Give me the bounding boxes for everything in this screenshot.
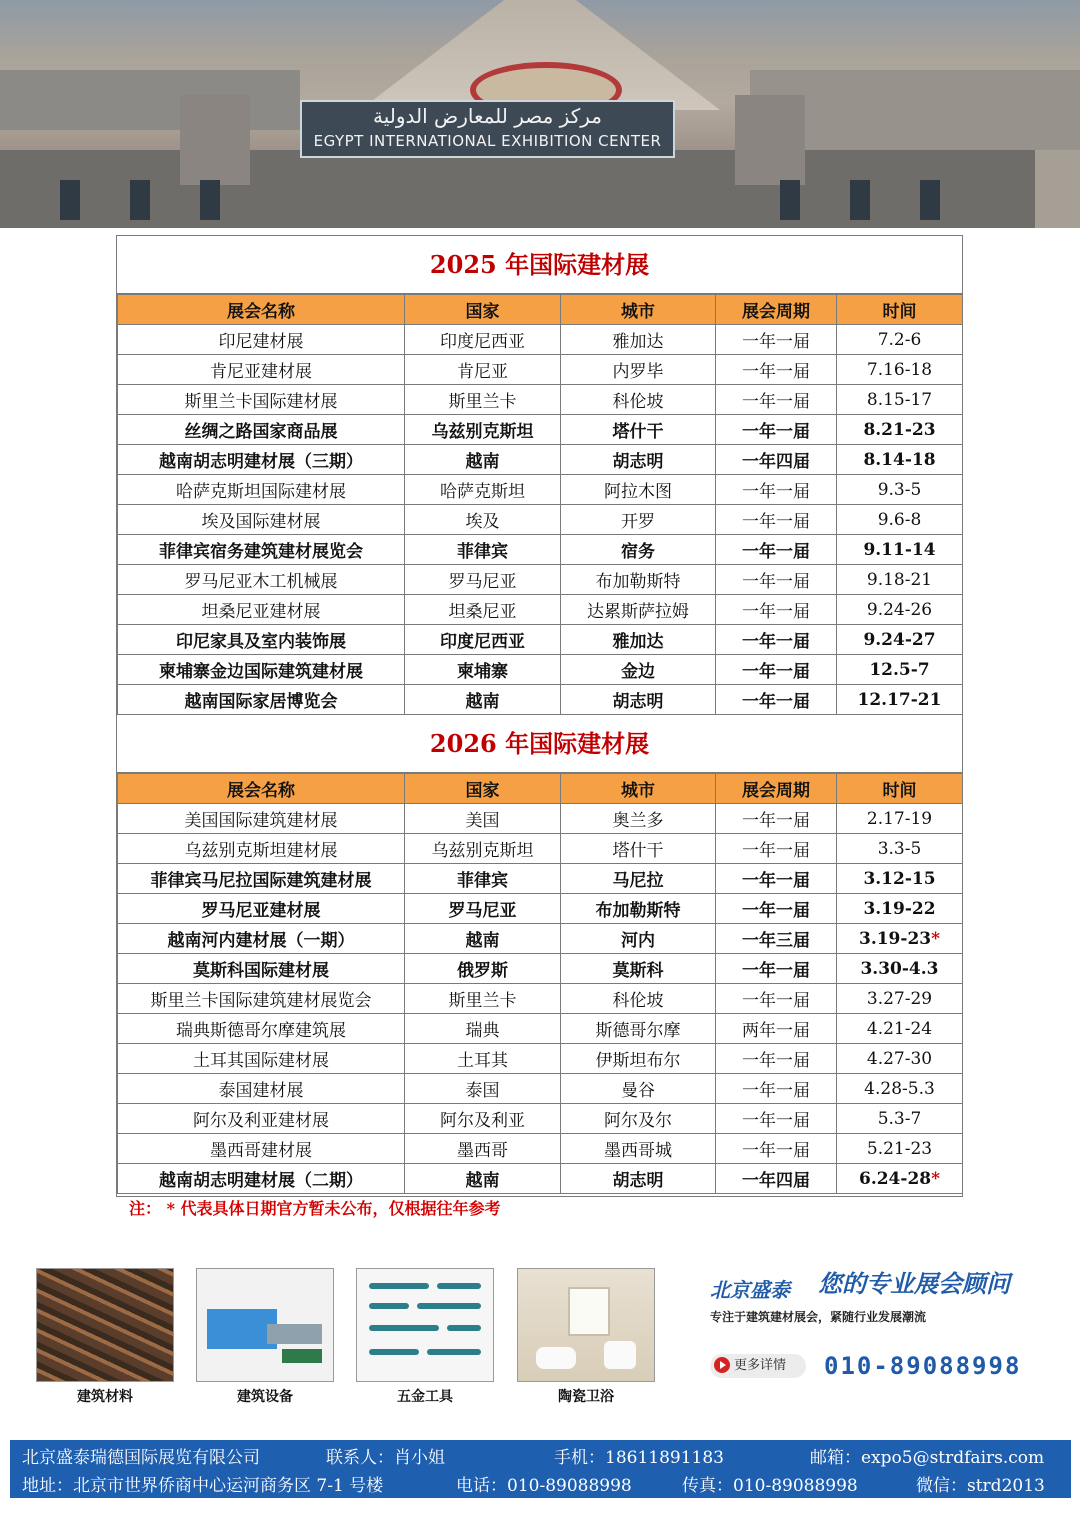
cell-cycle: 一年一届: [716, 1074, 837, 1104]
category-hardware-tools[interactable]: [356, 1268, 494, 1406]
cell-cycle: 一年一届: [716, 685, 837, 715]
cell-date: 9.24-27: [837, 625, 963, 655]
cell-country: 斯里兰卡: [405, 385, 561, 415]
footer-tel[interactable]: 电话：010-89088998: [456, 1476, 632, 1496]
contact-footer: [10, 1440, 1071, 1498]
table-header-row: [118, 774, 963, 804]
hero-sign: [300, 100, 675, 158]
cell-date: 4.28-5.3: [837, 1074, 963, 1104]
cell-country: 菲律宾: [405, 535, 561, 565]
hero-sign-arabic: مركز مصر للمعارض الدولية: [373, 104, 602, 128]
cell-cycle: 一年一届: [716, 355, 837, 385]
cell-name: 越南河内建材展（一期）: [118, 924, 405, 954]
cell-city: 墨西哥城: [561, 1134, 716, 1164]
schedule-table-2026: [117, 773, 963, 1194]
table-row: [118, 864, 963, 894]
table-row: [118, 655, 963, 685]
hero-window: [920, 180, 940, 220]
table-row: [118, 804, 963, 834]
hero-parking-left: [0, 70, 300, 130]
cell-country: 越南: [405, 685, 561, 715]
cell-country: 印度尼西亚: [405, 625, 561, 655]
cell-name: 阿尔及利亚建材展: [118, 1104, 405, 1134]
cell-country: 菲律宾: [405, 864, 561, 894]
cell-cycle: 一年一届: [716, 954, 837, 984]
cell-city: 马尼拉: [561, 864, 716, 894]
table-row: [118, 1044, 963, 1074]
cell-name: 莫斯科国际建材展: [118, 954, 405, 984]
table-row: [118, 505, 963, 535]
cell-date: 8.14-18: [837, 445, 963, 475]
cell-city: 阿尔及尔: [561, 1104, 716, 1134]
cell-name: 越南国际家居博览会: [118, 685, 405, 715]
cell-name: 墨西哥建材展: [118, 1134, 405, 1164]
hero-pillar: [180, 95, 250, 185]
cell-city: 河内: [561, 924, 716, 954]
cell-date: 3.12-15: [837, 864, 963, 894]
schedule-title-2026: 2026 年国际建材展: [117, 715, 962, 773]
cell-cycle: 一年一届: [716, 475, 837, 505]
cell-date: 4.21-24: [837, 1014, 963, 1044]
hero-pillar: [735, 95, 805, 185]
cell-city: 塔什干: [561, 415, 716, 445]
header-cycle: 展会周期: [716, 295, 837, 325]
cell-city: 胡志明: [561, 445, 716, 475]
cell-city: 胡志明: [561, 1164, 716, 1194]
table-row: [118, 924, 963, 954]
play-icon: [714, 1357, 730, 1373]
schedule-note: 注： * 代表具体日期官方暂未公布，仅根据往年参考: [129, 1199, 501, 1218]
cell-cycle: 一年一届: [716, 535, 837, 565]
cell-cycle: 一年一届: [716, 505, 837, 535]
cell-name: 越南胡志明建材展（三期）: [118, 445, 405, 475]
schedule-table-2025: [117, 294, 963, 715]
cell-name: 瑞典斯德哥尔摩建筑展: [118, 1014, 405, 1044]
hero-building: [0, 150, 1035, 228]
cell-city: 内罗毕: [561, 355, 716, 385]
hero-sign-english: EGYPT INTERNATIONAL EXHIBITION CENTER: [313, 132, 662, 150]
hero-window: [200, 180, 220, 220]
footer-wechat: 微信：strd2013: [916, 1476, 1045, 1496]
cell-country: 柬埔寨: [405, 655, 561, 685]
cell-cycle: 一年四届: [716, 445, 837, 475]
cell-country: 哈萨克斯坦: [405, 475, 561, 505]
category-label: 陶瓷卫浴: [558, 1389, 614, 1405]
more-details-label: 更多详情: [734, 1358, 787, 1373]
cell-cycle: 一年一届: [716, 655, 837, 685]
cell-cycle: 一年一届: [716, 625, 837, 655]
cell-country: 美国: [405, 804, 561, 834]
cell-cycle: 一年一届: [716, 385, 837, 415]
cell-name: 斯里兰卡国际建材展: [118, 385, 405, 415]
footer-address: 地址：北京市世界侨商中心运河商务区 7-1 号楼: [22, 1476, 384, 1496]
table-row: [118, 1014, 963, 1044]
bathroom-image: [517, 1268, 655, 1382]
table-row: [118, 894, 963, 924]
table-row: [118, 1074, 963, 1104]
cell-cycle: 一年一届: [716, 984, 837, 1014]
cell-city: 伊斯坦布尔: [561, 1044, 716, 1074]
cell-date: 7.16-18: [837, 355, 963, 385]
cell-country: 罗马尼亚: [405, 565, 561, 595]
brand-block: [708, 1262, 1038, 1392]
table-header-row: [118, 295, 963, 325]
cell-cycle: 一年一届: [716, 804, 837, 834]
cell-date: 3.19-23*: [837, 924, 963, 954]
table-row: [118, 625, 963, 655]
cell-country: 越南: [405, 445, 561, 475]
brand-subtitle: 专注于建筑建材展会，紧随行业发展潮流: [710, 1310, 927, 1324]
cell-date: 7.2-6: [837, 325, 963, 355]
cell-date: 9.18-21: [837, 565, 963, 595]
cell-country: 越南: [405, 1164, 561, 1194]
cell-date: 3.30-4.3: [837, 954, 963, 984]
cell-cycle: 一年一届: [716, 834, 837, 864]
hero-window: [780, 180, 800, 220]
table-row: [118, 1164, 963, 1194]
header-date: 时间: [837, 295, 963, 325]
table-row: [118, 565, 963, 595]
cell-date: 6.24-28*: [837, 1164, 963, 1194]
table-row: [118, 1104, 963, 1134]
header-date: 时间: [837, 774, 963, 804]
cell-date: 12.17-21: [837, 685, 963, 715]
cell-city: 开罗: [561, 505, 716, 535]
cell-country: 俄罗斯: [405, 954, 561, 984]
hero-window: [850, 180, 870, 220]
category-label: 建筑设备: [237, 1389, 293, 1405]
cell-name: 乌兹别克斯坦建材展: [118, 834, 405, 864]
cell-cycle: 一年一届: [716, 1104, 837, 1134]
cell-name: 哈萨克斯坦国际建材展: [118, 475, 405, 505]
table-row: [118, 1134, 963, 1164]
tentative-date-mark: *: [931, 1168, 940, 1189]
cell-name: 土耳其国际建材展: [118, 1044, 405, 1074]
cell-name: 坦桑尼亚建材展: [118, 595, 405, 625]
cell-date: 3.19-22: [837, 894, 963, 924]
header-city: 城市: [561, 774, 716, 804]
cell-city: 奥兰多: [561, 804, 716, 834]
cell-name: 埃及国际建材展: [118, 505, 405, 535]
cell-city: 雅加达: [561, 625, 716, 655]
table-body-2025: [118, 325, 963, 715]
cell-name: 罗马尼亚木工机械展: [118, 565, 405, 595]
table-row: [118, 325, 963, 355]
cell-date: 9.3-5: [837, 475, 963, 505]
rebar-image: [36, 1268, 174, 1382]
cell-country: 墨西哥: [405, 1134, 561, 1164]
exhibition-schedule: [116, 235, 963, 1218]
cell-city: 科伦坡: [561, 984, 716, 1014]
cell-country: 越南: [405, 924, 561, 954]
hero-building-right: [1035, 150, 1080, 228]
cell-country: 泰国: [405, 1074, 561, 1104]
machine-image: [196, 1268, 334, 1382]
cell-country: 土耳其: [405, 1044, 561, 1074]
header-name: 展会名称: [118, 295, 405, 325]
table-row: [118, 415, 963, 445]
brand-phone[interactable]: 010-89088998: [824, 1352, 1022, 1380]
cell-name: 泰国建材展: [118, 1074, 405, 1104]
cell-country: 斯里兰卡: [405, 984, 561, 1014]
cell-cycle: 一年一届: [716, 565, 837, 595]
cell-country: 乌兹别克斯坦: [405, 415, 561, 445]
table-row: [118, 535, 963, 565]
cell-name: 罗马尼亚建材展: [118, 894, 405, 924]
cell-name: 丝绸之路国家商品展: [118, 415, 405, 445]
cell-country: 坦桑尼亚: [405, 595, 561, 625]
table-row: [118, 445, 963, 475]
cell-cycle: 一年一届: [716, 1134, 837, 1164]
cell-date: 9.6-8: [837, 505, 963, 535]
cell-name: 菲律宾马尼拉国际建筑建材展: [118, 864, 405, 894]
header-city: 城市: [561, 295, 716, 325]
brand-name: 北京盛泰: [710, 1278, 790, 1302]
cell-name: 菲律宾宿务建筑建材展览会: [118, 535, 405, 565]
footer-fax: 传真：010-89088998: [682, 1476, 858, 1496]
cell-date: 9.24-26: [837, 595, 963, 625]
table-row: [118, 834, 963, 864]
header-name: 展会名称: [118, 774, 405, 804]
footer-company: 北京盛泰瑞德国际展览有限公司: [22, 1448, 260, 1468]
header-country: 国家: [405, 295, 561, 325]
cell-date: 4.27-30: [837, 1044, 963, 1074]
category-label: 建筑材料: [77, 1389, 133, 1405]
hero-photo: [0, 0, 1080, 228]
footer-contact: 联系人：肖小姐: [326, 1448, 445, 1468]
cell-country: 肯尼亚: [405, 355, 561, 385]
cell-country: 罗马尼亚: [405, 894, 561, 924]
cell-city: 宿务: [561, 535, 716, 565]
cell-date: 5.21-23: [837, 1134, 963, 1164]
cell-date: 5.3-7: [837, 1104, 963, 1134]
cell-name: 美国国际建筑建材展: [118, 804, 405, 834]
cell-city: 曼谷: [561, 1074, 716, 1104]
cell-city: 莫斯科: [561, 954, 716, 984]
cell-cycle: 一年四届: [716, 1164, 837, 1194]
cell-name: 印尼建材展: [118, 325, 405, 355]
more-details-button[interactable]: [710, 1354, 806, 1378]
cell-city: 阿拉木图: [561, 475, 716, 505]
header-cycle: 展会周期: [716, 774, 837, 804]
category-gallery: [36, 1268, 666, 1408]
cell-city: 塔什干: [561, 834, 716, 864]
tools-image: [356, 1268, 494, 1382]
cell-city: 胡志明: [561, 685, 716, 715]
tentative-date-mark: *: [931, 928, 940, 949]
cell-cycle: 一年一届: [716, 894, 837, 924]
table-row: [118, 385, 963, 415]
cell-name: 肯尼亚建材展: [118, 355, 405, 385]
table-row: [118, 595, 963, 625]
cell-cycle: 一年一届: [716, 325, 837, 355]
cell-date: 2.17-19: [837, 804, 963, 834]
category-ceramic-sanitary[interactable]: [517, 1268, 655, 1406]
table-body-2026: [118, 804, 963, 1194]
cell-country: 埃及: [405, 505, 561, 535]
table-row: [118, 984, 963, 1014]
cell-city: 雅加达: [561, 325, 716, 355]
cell-date: 3.3-5: [837, 834, 963, 864]
cell-country: 阿尔及利亚: [405, 1104, 561, 1134]
cell-cycle: 一年一届: [716, 415, 837, 445]
cell-date: 12.5-7: [837, 655, 963, 685]
cell-cycle: 一年一届: [716, 1044, 837, 1074]
cell-country: 瑞典: [405, 1014, 561, 1044]
table-row: [118, 685, 963, 715]
footer-mobile[interactable]: 手机：18611891183: [554, 1448, 724, 1468]
cell-city: 布加勒斯特: [561, 565, 716, 595]
cell-date: 8.15-17: [837, 385, 963, 415]
cell-city: 金边: [561, 655, 716, 685]
category-building-equipment[interactable]: [196, 1268, 334, 1406]
cell-name: 越南胡志明建材展（二期）: [118, 1164, 405, 1194]
cell-name: 柬埔寨金边国际建筑建材展: [118, 655, 405, 685]
category-building-materials[interactable]: [36, 1268, 174, 1406]
cell-date: 9.11-14: [837, 535, 963, 565]
table-row: [118, 954, 963, 984]
cell-city: 布加勒斯特: [561, 894, 716, 924]
cell-country: 乌兹别克斯坦: [405, 834, 561, 864]
cell-city: 斯德哥尔摩: [561, 1014, 716, 1044]
cell-date: 3.27-29: [837, 984, 963, 1014]
cell-country: 印度尼西亚: [405, 325, 561, 355]
cell-city: 科伦坡: [561, 385, 716, 415]
cell-cycle: 两年一届: [716, 1014, 837, 1044]
table-row: [118, 475, 963, 505]
cell-cycle: 一年三届: [716, 924, 837, 954]
brand-slogan: 您的专业展会顾问: [818, 1270, 1010, 1298]
cell-cycle: 一年一届: [716, 595, 837, 625]
schedule-title-2025: 2025 年国际建材展: [117, 236, 962, 294]
cell-name: 印尼家具及室内装饰展: [118, 625, 405, 655]
cell-city: 达累斯萨拉姆: [561, 595, 716, 625]
cell-name: 斯里兰卡国际建筑建材展览会: [118, 984, 405, 1014]
table-row: [118, 355, 963, 385]
category-label: 五金工具: [397, 1389, 453, 1405]
cell-date: 8.21-23: [837, 415, 963, 445]
hero-window: [60, 180, 80, 220]
cell-cycle: 一年一届: [716, 864, 837, 894]
header-country: 国家: [405, 774, 561, 804]
hero-window: [130, 180, 150, 220]
footer-email[interactable]: 邮箱：expo5@strdfairs.com: [810, 1448, 1045, 1468]
